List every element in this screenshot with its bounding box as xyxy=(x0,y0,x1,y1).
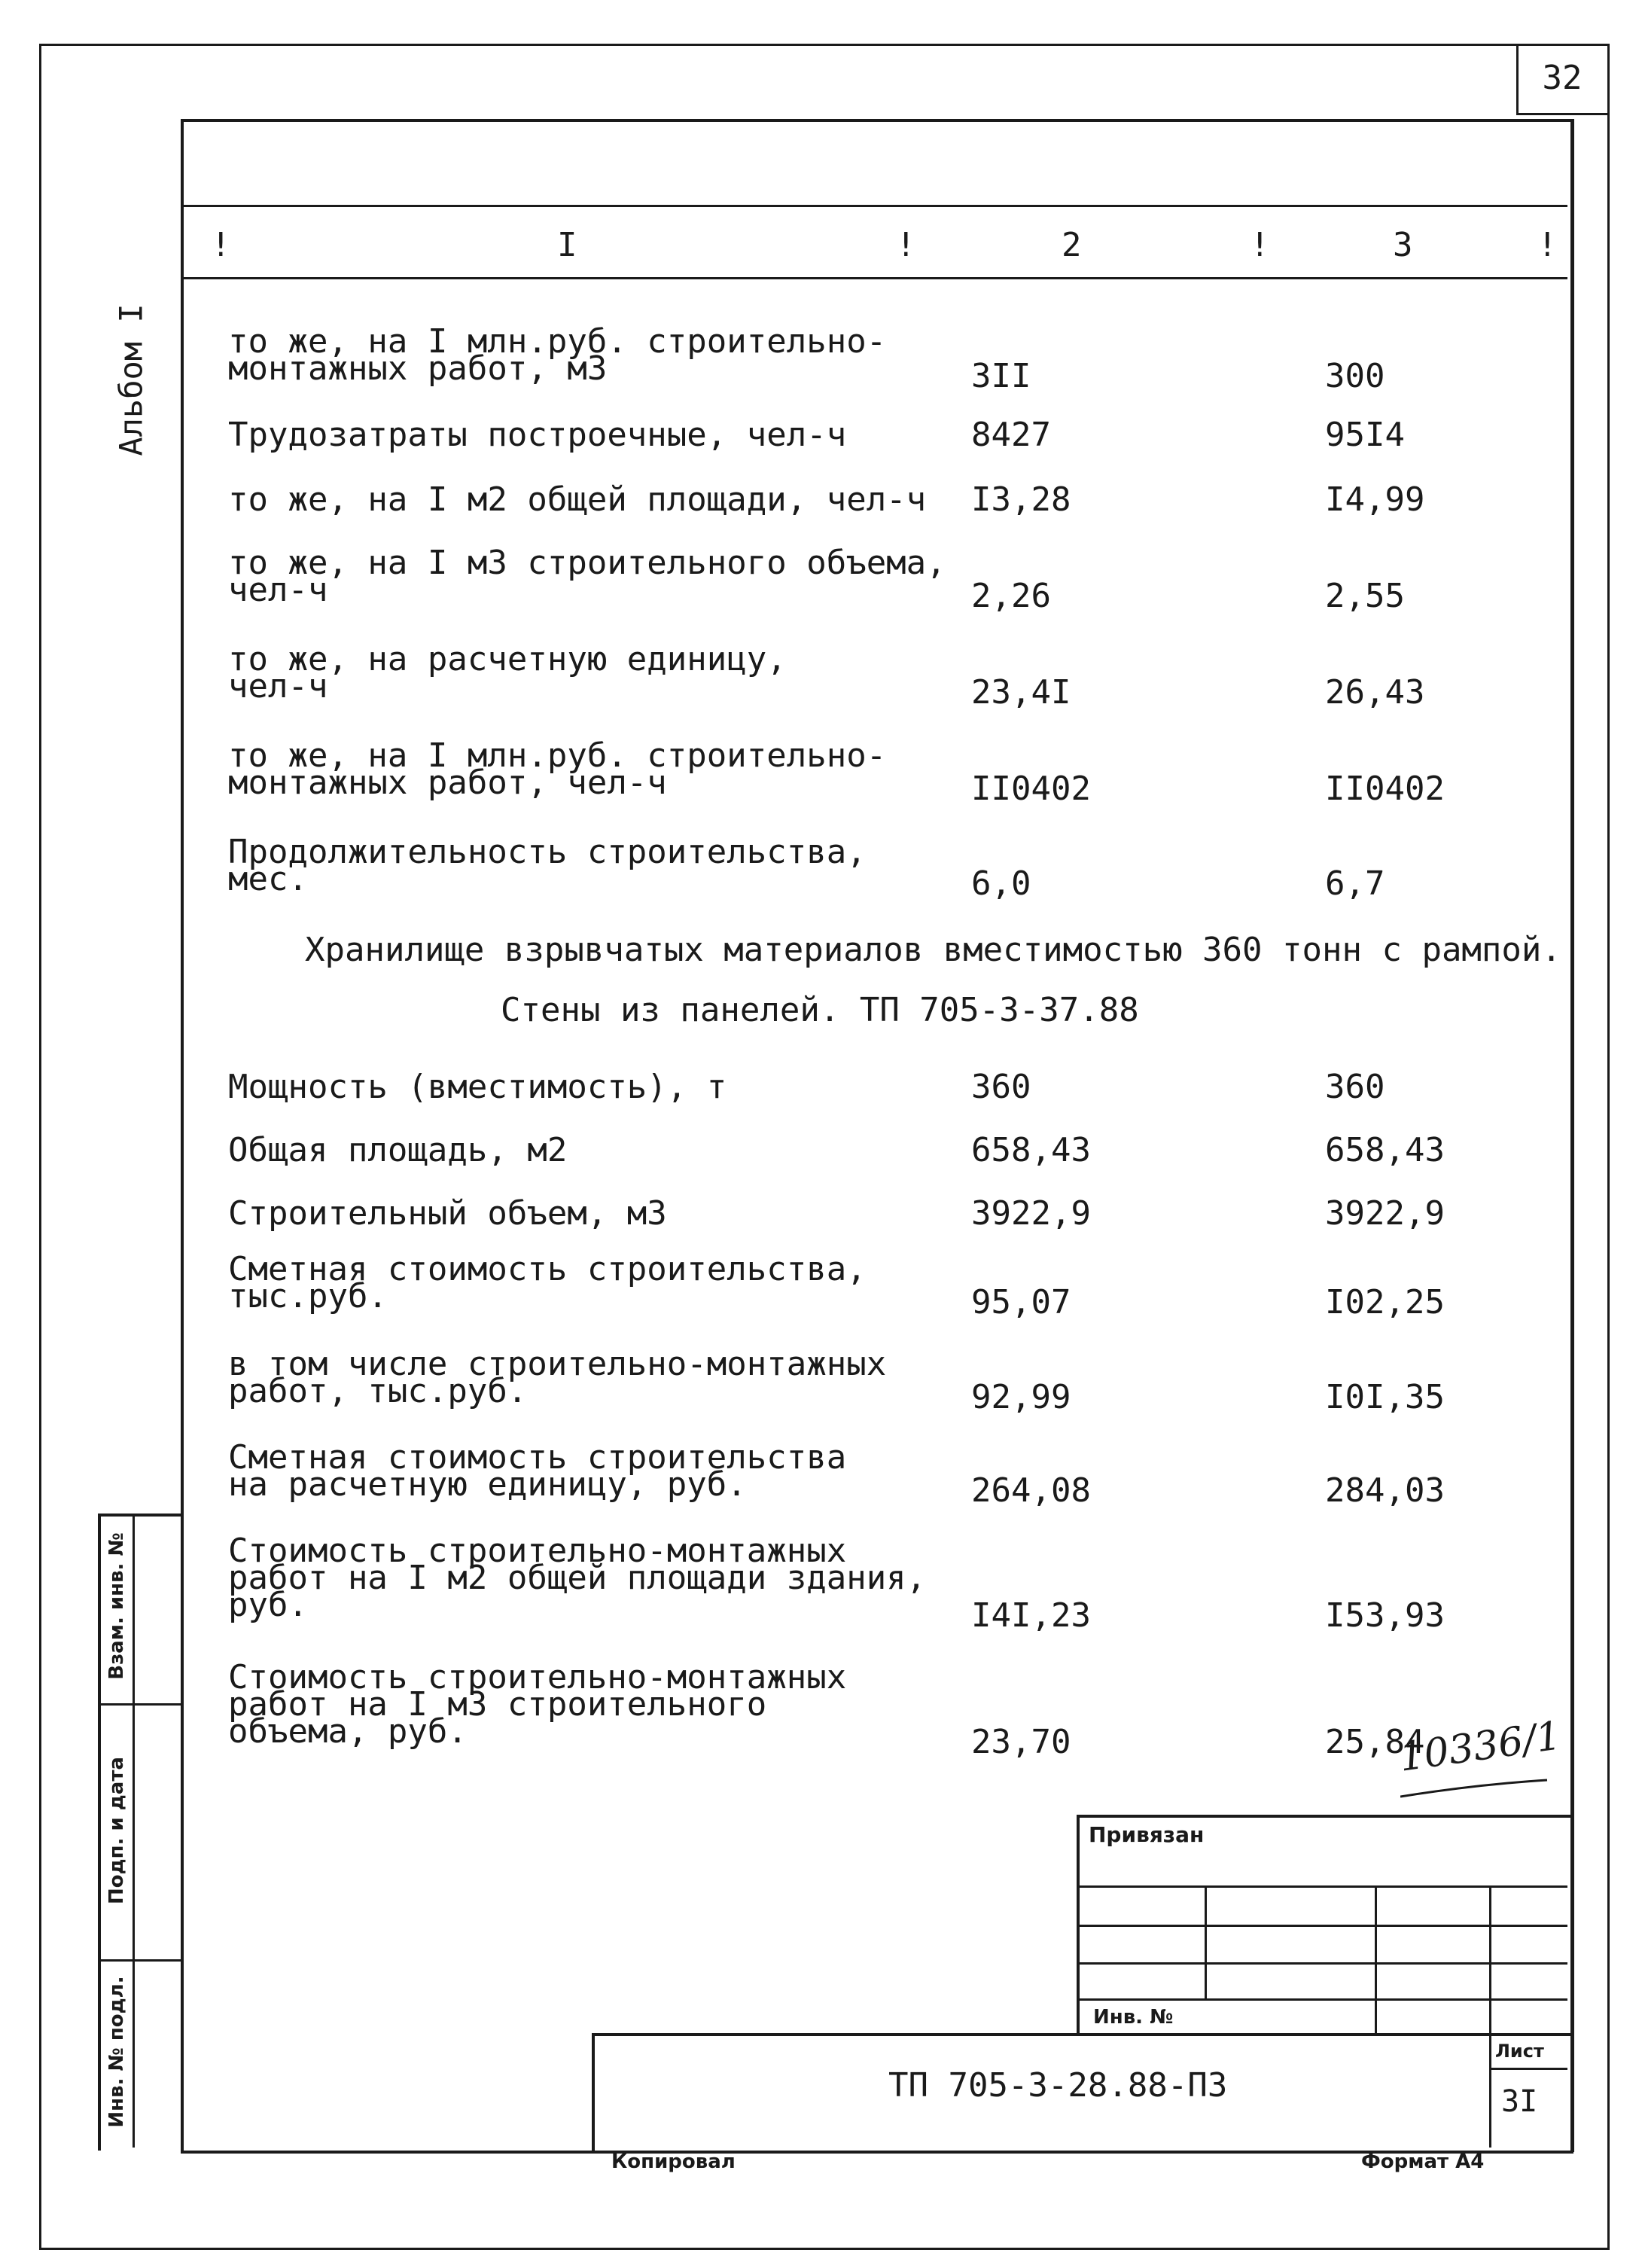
stamp-vrule-2 xyxy=(1375,1885,1377,2033)
table-row-label: Общая площадь, м2 xyxy=(228,1131,568,1169)
table-row-label: в том числе строительно-монтажных работ, тыс.руб. xyxy=(228,1345,887,1410)
handwritten-number: 10336/1 xyxy=(1396,1713,1564,1781)
header-bang-2: ! xyxy=(896,226,916,264)
header-col1: I xyxy=(557,226,577,264)
table-row-value-col2: 95,07 xyxy=(971,1283,1071,1321)
table-row-value-col2: 658,43 xyxy=(971,1131,1091,1169)
stamp-rule-2 xyxy=(1078,1925,1567,1927)
table-row-value-col3: I4,99 xyxy=(1325,480,1425,519)
table-row-label: то же, на I м2 общей площади, чел-ч xyxy=(228,480,927,519)
table-row-label: Сметная стоимость строительства, тыс.руб. xyxy=(228,1250,867,1315)
section-title: Хранилище взрывчатых материалов вместимостью 360 тонн с рампой. xyxy=(305,931,1561,969)
page-number: 32 xyxy=(1542,59,1583,97)
table-row-value-col3: 2,55 xyxy=(1325,577,1405,615)
table-row-value-col3: 25,84 xyxy=(1325,1723,1425,1761)
inner-frame-shadow-right xyxy=(1572,119,1574,2152)
table-row-value-col3: I02,25 xyxy=(1325,1283,1445,1321)
table-row-value-col3: 26,43 xyxy=(1325,673,1425,712)
table-row-value-col3: 658,43 xyxy=(1325,1131,1445,1169)
table-row-value-col2: 23,4I xyxy=(971,673,1071,712)
table-row-value-col2: II0402 xyxy=(971,770,1091,808)
table-row-label: то же, на I млн.руб. строительно- монтажных работ, м3 xyxy=(228,322,887,388)
table-row-value-col3: 284,03 xyxy=(1325,1471,1445,1510)
table-row-label: Мощность (вместимость), т xyxy=(228,1068,727,1106)
header-bang-1: ! xyxy=(211,226,231,264)
header-bottom-rule xyxy=(184,277,1567,279)
side-strip-rule-1 xyxy=(98,1703,181,1706)
footer-copied: Копировал xyxy=(611,2151,736,2173)
header-top-rule xyxy=(184,205,1567,207)
table-row-label: Строительный объем, м3 xyxy=(228,1194,667,1233)
sheet-label: Лист xyxy=(1495,2041,1544,2062)
table-row-label: Стоимость строительно-монтажных работ на I м2 общей площади здания, руб. xyxy=(228,1532,927,1624)
side-strip-divider xyxy=(133,1514,135,2148)
table-row-label: Сметная стоимость строительства на расчетную единицу, руб. xyxy=(228,1438,847,1504)
table-row-value-col3: 6,7 xyxy=(1325,864,1385,903)
table-row-value-col2: 2,26 xyxy=(971,577,1051,615)
table-row-value-col3: 3922,9 xyxy=(1325,1194,1445,1233)
table-row-value-col3: 360 xyxy=(1325,1068,1385,1106)
header-col3: 3 xyxy=(1393,226,1413,264)
table-row-value-col2: 23,70 xyxy=(971,1723,1071,1761)
table-row-value-col2: 3II xyxy=(971,357,1031,395)
handwritten-underline xyxy=(1400,1777,1551,1800)
table-row-label: Трудозатраты построечные, чел-ч xyxy=(228,416,847,454)
table-row-value-col3: I0I,35 xyxy=(1325,1378,1445,1416)
table-row-value-col3: I53,93 xyxy=(1325,1596,1445,1635)
title-block-sheet-divider xyxy=(1489,2033,1491,2148)
table-row-value-col2: 92,99 xyxy=(971,1378,1071,1416)
section-subtitle: Стены из панелей. ТП 705-3-37.88 xyxy=(501,991,1139,1029)
header-bang-4: ! xyxy=(1537,226,1558,264)
table-row-value-col3: 300 xyxy=(1325,357,1385,395)
table-row-label: то же, на I млн.руб. строительно- монтажных работ, чел-ч xyxy=(228,736,887,802)
title-block-sheet-rule xyxy=(1489,2068,1567,2070)
table-row-value-col2: 360 xyxy=(971,1068,1031,1106)
side-podp-data: Подп. и дата xyxy=(105,1757,128,1904)
table-row-label: Продолжительность строительства, мес. xyxy=(228,833,867,898)
table-row-value-col2: I4I,23 xyxy=(971,1596,1091,1635)
header-col2: 2 xyxy=(1062,226,1082,264)
table-row-value-col2: 8427 xyxy=(971,416,1051,454)
table-row-value-col3: 95I4 xyxy=(1325,416,1405,454)
stamp-rule-3 xyxy=(1078,1962,1567,1965)
footer-format: Формат А4 xyxy=(1361,2151,1485,2173)
side-vzam-inv: Взам. инв. № xyxy=(105,1532,128,1680)
stamp-vrule-1 xyxy=(1205,1885,1207,1998)
stamp-inv-no: Инв. № xyxy=(1093,2006,1174,2029)
table-row-label: Стоимость строительно-монтажных работ на I м3 строительного объема, руб. xyxy=(228,1658,847,1751)
table-row-label: то же, на I м3 строительного объема, чел-ч xyxy=(228,544,946,609)
table-row-value-col2: 264,08 xyxy=(971,1471,1091,1510)
stamp-privyazan: Привязан xyxy=(1089,1822,1205,1847)
table-row-label: то же, на расчетную единицу, чел-ч xyxy=(228,640,787,706)
table-row-value-col2: 3922,9 xyxy=(971,1194,1091,1233)
stamp-vrule-3 xyxy=(1489,1885,1491,2033)
table-row-value-col3: II0402 xyxy=(1325,770,1445,808)
header-bang-3: ! xyxy=(1250,226,1270,264)
table-row-value-col2: 6,0 xyxy=(971,864,1031,903)
album-label: Альбом I xyxy=(112,303,150,456)
document-code: ТП 705-3-28.88-ПЗ xyxy=(888,2066,1228,2105)
sheet-number: 3I xyxy=(1501,2084,1538,2119)
table-row-value-col2: I3,28 xyxy=(971,480,1071,519)
stamp-rule-4 xyxy=(1078,1998,1567,2001)
side-inv-podl: Инв. № подл. xyxy=(105,1976,128,2128)
stamp-rule-1 xyxy=(1078,1885,1567,1888)
